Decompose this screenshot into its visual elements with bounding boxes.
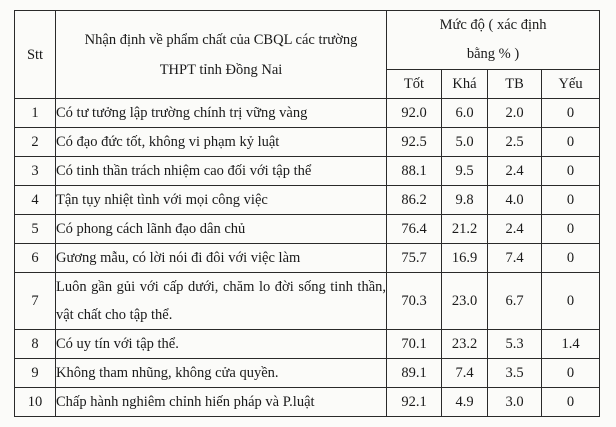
row-stt: 4: [15, 186, 56, 215]
row-tb: 2.0: [488, 99, 542, 128]
header-level-line2: bằng % ): [466, 46, 520, 62]
row-tb: 7.4: [488, 244, 542, 273]
row-stt: 6: [15, 244, 56, 273]
row-stt: 10: [15, 388, 56, 417]
row-kha: 9.5: [442, 157, 488, 186]
row-yeu: 0: [542, 186, 600, 215]
row-kha: 16.9: [442, 244, 488, 273]
row-kha: 7.4: [442, 359, 488, 388]
row-description: Chấp hành nghiêm chỉnh hiến pháp và P.luật: [56, 388, 387, 417]
row-kha: 23.2: [442, 330, 488, 359]
table-row: [15, 359, 600, 388]
row-tb: 6.7: [488, 273, 542, 330]
row-kha: 21.2: [442, 215, 488, 244]
row-stt: 7: [15, 273, 56, 330]
row-tot: 70.3: [387, 273, 442, 330]
row-stt: 9: [15, 359, 56, 388]
row-kha: 5.0: [442, 128, 488, 157]
row-stt: 5: [15, 215, 56, 244]
row-stt: 2: [15, 128, 56, 157]
row-tot: 92.0: [387, 99, 442, 128]
row-stt: 3: [15, 157, 56, 186]
header-row-top: [15, 11, 600, 70]
row-tb: 3.5: [488, 359, 542, 388]
row-description: Có uy tín với tập thể.: [56, 330, 387, 359]
row-description: Luôn gần gủi với cấp dưới, chăm lo đời sống tinh thần, vật chất cho tập thể.: [56, 273, 387, 330]
row-yeu: 0: [542, 157, 600, 186]
row-yeu: 0: [542, 215, 600, 244]
row-tot: 92.5: [387, 128, 442, 157]
row-tot: 76.4: [387, 215, 442, 244]
table-row: [15, 244, 600, 273]
row-yeu: 1.4: [542, 330, 600, 359]
table-row: [15, 330, 600, 359]
row-tb: 2.4: [488, 215, 542, 244]
row-yeu: 0: [542, 244, 600, 273]
row-tb: 5.3: [488, 330, 542, 359]
header-level-tb: TB: [488, 70, 542, 99]
table-row: [15, 99, 600, 128]
row-kha: 4.9: [442, 388, 488, 417]
row-tot: 86.2: [387, 186, 442, 215]
row-tot: 70.1: [387, 330, 442, 359]
row-stt: 1: [15, 99, 56, 128]
row-yeu: 0: [542, 359, 600, 388]
row-stt: 8: [15, 330, 56, 359]
header-description-line2: THPT tỉnh Đồng Nai: [159, 61, 283, 78]
header-level-line1: Mức độ ( xác định: [439, 17, 547, 33]
row-tb: 4.0: [488, 186, 542, 215]
row-tot: 89.1: [387, 359, 442, 388]
row-kha: 23.0: [442, 273, 488, 330]
row-kha: 9.8: [442, 186, 488, 215]
row-description: Có đạo đức tốt, không vi phạm kỷ luật: [56, 128, 387, 157]
row-tb: 2.4: [488, 157, 542, 186]
header-level-yeu: Yếu: [542, 70, 600, 99]
table-row: [15, 388, 600, 417]
row-yeu: 0: [542, 388, 600, 417]
table-row: [15, 128, 600, 157]
header-description: [56, 11, 387, 99]
row-tot: 88.1: [387, 157, 442, 186]
quality-assessment-table: [14, 10, 600, 417]
table-row: [15, 273, 600, 330]
row-description: Có tinh thần trách nhiệm cao đối với tập thể: [56, 157, 387, 186]
row-description: Gương mẫu, có lời nói đi đôi với việc làm: [56, 244, 387, 273]
header-stt: Stt: [15, 11, 56, 99]
row-kha: 6.0: [442, 99, 488, 128]
table-row: [15, 157, 600, 186]
row-tb: 2.5: [488, 128, 542, 157]
row-description: Tận tụy nhiệt tình với mọi công việc: [56, 186, 387, 215]
row-tot: 75.7: [387, 244, 442, 273]
row-description: Không tham nhũng, không cửa quyền.: [56, 359, 387, 388]
table-row: [15, 215, 600, 244]
row-yeu: 0: [542, 128, 600, 157]
header-level-kha: Khá: [442, 70, 488, 99]
row-tb: 3.0: [488, 388, 542, 417]
row-description: Có tư tưởng lập trường chính trị vững vàng: [56, 99, 387, 128]
header-level-tot: Tốt: [387, 70, 442, 99]
row-yeu: 0: [542, 99, 600, 128]
header-description-line1: Nhận định về phẩm chất của CBQL các trường: [84, 31, 358, 48]
row-tot: 92.1: [387, 388, 442, 417]
table-row: [15, 186, 600, 215]
row-yeu: 0: [542, 273, 600, 330]
header-level: [387, 11, 600, 70]
row-description: Có phong cách lãnh đạo dân chủ: [56, 215, 387, 244]
